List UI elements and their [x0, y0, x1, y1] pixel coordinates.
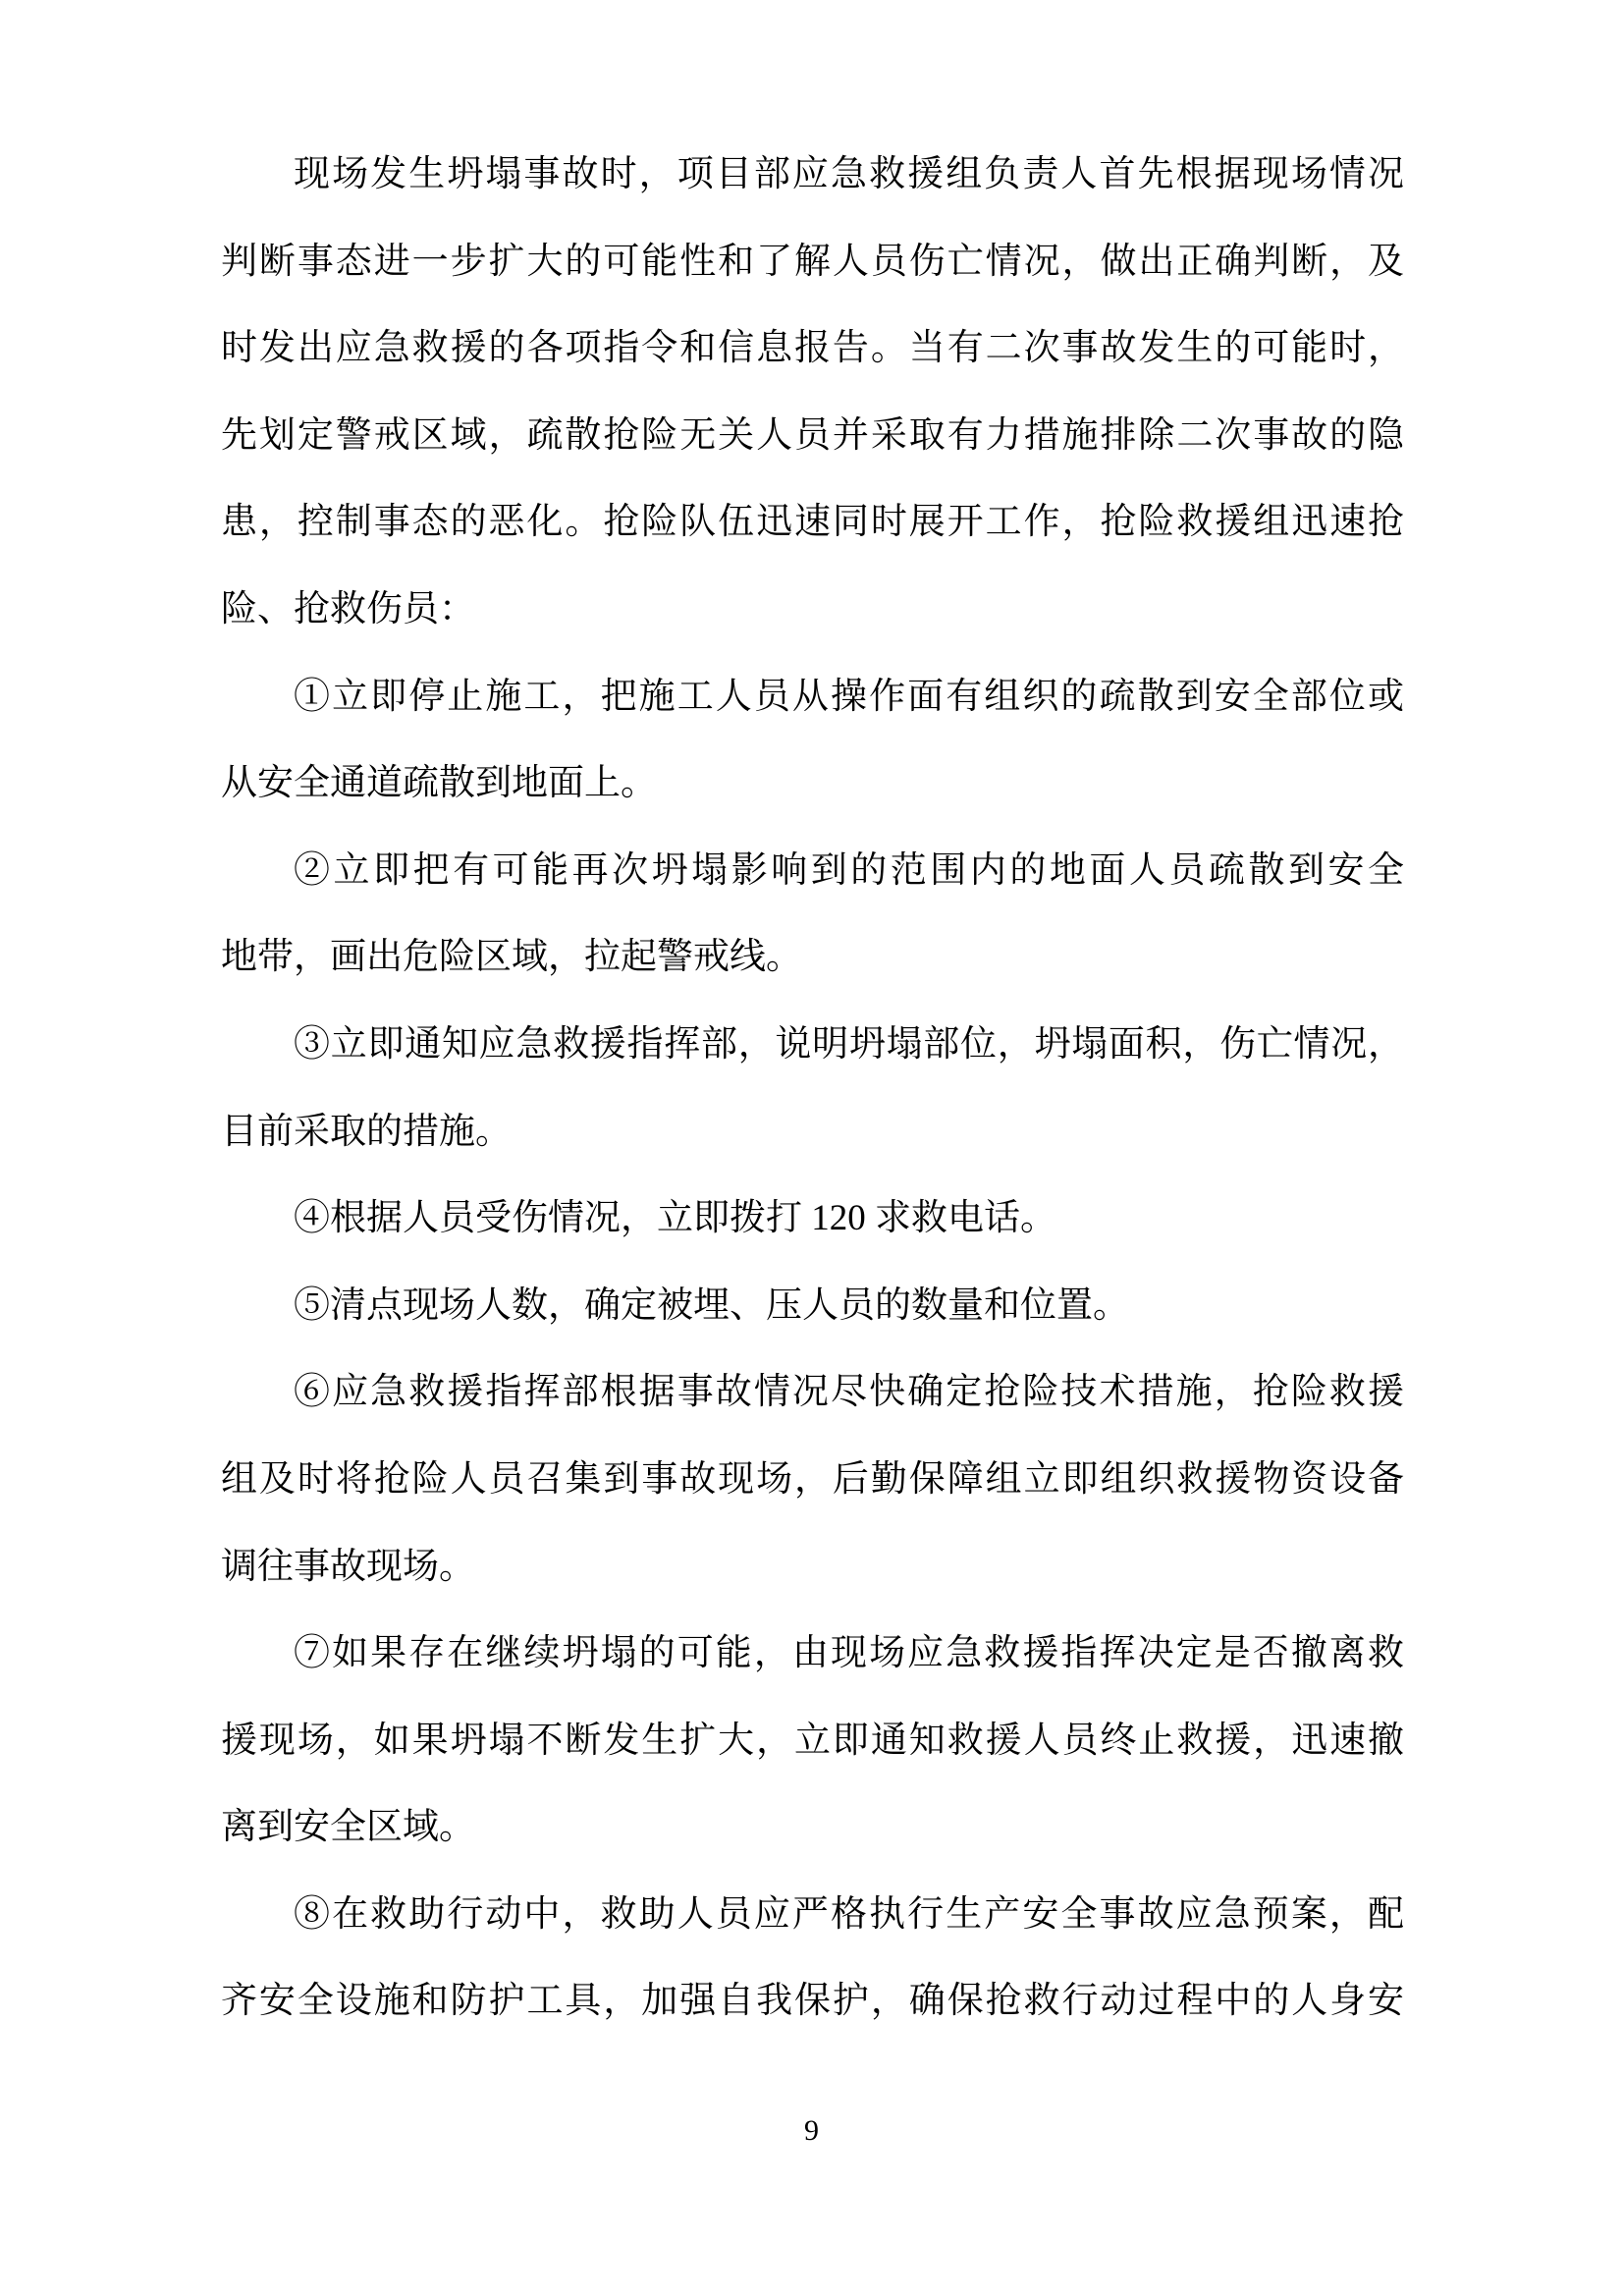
text-line: 地带，画出危险区域，拉起警戒线。: [221, 937, 802, 978]
text-line: 援现场，如果坍塌不断发生扩大，立即通知救援人员终止救援，迅速撤: [221, 1720, 1404, 1761]
text-line: 判断事态进一步扩大的可能性和了解人员伤亡情况，做出正确判断，及: [221, 241, 1404, 282]
text-line: ④根据人员受伤情况，立即拨打 120 求救电话。: [294, 1198, 1056, 1239]
text-line: 现场发生坍塌事故时，项目部应急救援组负责人首先根据现场情况: [294, 154, 1404, 194]
text-line: 组及时将抢险人员召集到事故现场，后勤保障组立即组织救援物资设备: [221, 1458, 1404, 1500]
paragraph-item-6: [221, 1349, 1404, 1611]
text-line: 调往事故现场。: [221, 1546, 475, 1587]
text-line: 险、抢救伤员：: [221, 588, 475, 629]
text-line: ②立即把有可能再次坍塌影响到的范围内的地面人员疏散到安全: [294, 849, 1404, 891]
text-line: 先划定警戒区域，疏散抢险无关人员并采取有力措施排除二次事故的隐: [221, 414, 1404, 456]
text-line: 目前采取的措施。: [221, 1111, 512, 1152]
text-line: 齐安全设施和防护工具，加强自我保护，确保抢救行动过程中的人身安: [221, 1981, 1404, 2022]
page-number: 9: [804, 2114, 819, 2147]
paragraph-item-8: [221, 1872, 1404, 2046]
text-line: 离到安全区域。: [221, 1807, 475, 1848]
paragraph-item-2: [221, 828, 1404, 1002]
text-line: 从安全通道疏散到地面上。: [221, 763, 657, 804]
text-line: ⑦如果存在继续坍塌的可能，由现场应急救援指挥决定是否撤离救: [294, 1633, 1404, 1674]
text-line: 患，控制事态的恶化。抢险队伍迅速同时展开工作，抢险救援组迅速抢: [221, 502, 1404, 543]
text-line: ⑧在救助行动中，救助人员应严格执行生产安全事故应急预案，配: [294, 1893, 1404, 1935]
text-line: ③立即通知应急救援指挥部，说明坍塌部位，坍塌面积，伤亡情况，: [294, 1023, 1404, 1065]
paragraph-item-1: [221, 654, 1404, 828]
text-line: ⑥应急救援指挥部根据事故情况尽快确定抢险技术措施，抢险救援: [294, 1372, 1404, 1413]
page-footer: [0, 2113, 1623, 2149]
paragraph-item-4: [221, 1175, 1404, 1263]
text-line: ⑤清点现场人数，确定被埋、压人员的数量和位置。: [294, 1285, 1129, 1326]
paragraph-item-5: [221, 1263, 1404, 1350]
text-line: 时发出应急救援的各项指令和信息报告。当有二次事故发生的可能时，: [221, 328, 1404, 369]
paragraph-item-3: [221, 1002, 1404, 1175]
paragraph-item-7: [221, 1611, 1404, 1872]
paragraph-intro: [221, 132, 1404, 654]
text-line: ①立即停止施工，把施工人员从操作面有组织的疏散到安全部位或: [294, 676, 1404, 717]
document-body: [221, 132, 1404, 2046]
